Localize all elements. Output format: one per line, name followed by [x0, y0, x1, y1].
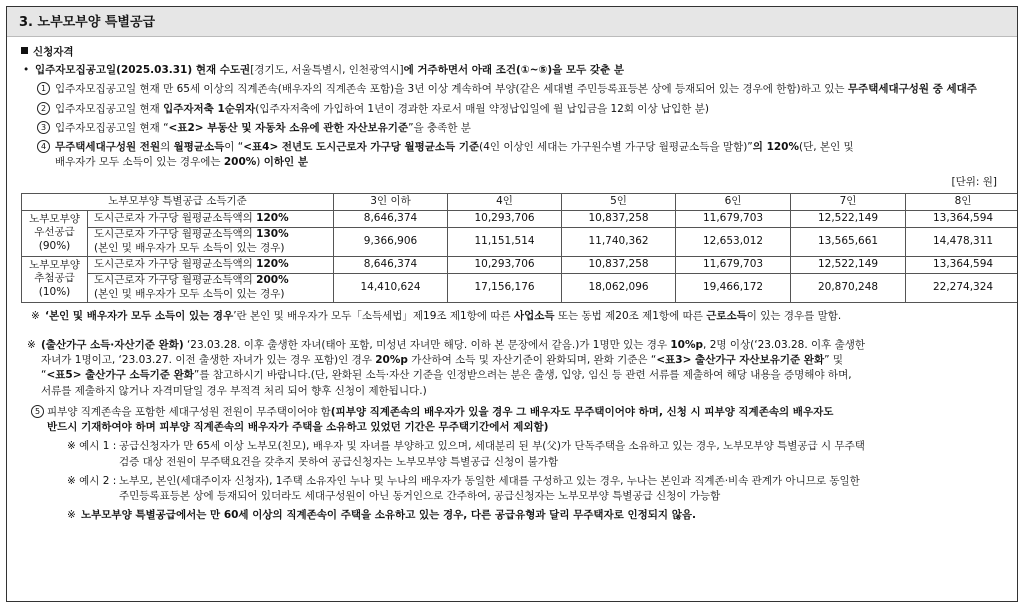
condition-3-text-2: ”을 충족한 분 — [408, 121, 471, 134]
value-cell: 11,679,703 — [676, 256, 791, 273]
document-frame — [6, 6, 1018, 602]
example-1 — [21, 439, 1005, 469]
table-row — [22, 256, 1019, 273]
section-header — [7, 7, 1017, 37]
note-2-text-4: 가산하여 소득 및 자산기준이 완화되며, 완화 기준은 “ — [407, 354, 657, 367]
condition-4 — [21, 140, 1005, 170]
note-2-bold-4: <표3> 출산가구 자산보유기준 완화 — [656, 354, 825, 367]
group-label-priority — [22, 210, 88, 256]
condition-5-bold-2: 반드시 기재하여야 하며 피부양 직계존속의 배우자가 주택을 소유하고 있었던 기간은 무주택기간에서 제외함) — [47, 421, 549, 434]
group-label-line: (90%) — [38, 240, 71, 253]
example-1-text-1: 공급신청자가 만 65세 이상 노부모(친모), 배우자 및 자녀를 부양하고 있으며, 세대분리 된 부(父)가 단독주택을 소유하고 있는 경우, 노부모부양 특별공급 시 무주택 — [119, 440, 865, 453]
value-cell: 11,151,514 — [448, 227, 562, 256]
example-2 — [21, 474, 1005, 504]
value-cell: 19,466,172 — [676, 273, 791, 302]
condition-2-text-2: (입주자저축에 가입하여 1년이 경과한 자로서 매월 약정납입일에 월 납입금을 12회 이상 납입한 분) — [255, 102, 709, 115]
circled-number-icon: 1 — [37, 82, 50, 95]
value-cell: 10,837,258 — [562, 210, 676, 227]
condition-4-text-4: (단, 본인 및 — [799, 141, 854, 154]
group-label-line: (10%) — [38, 286, 71, 299]
circled-number-icon: 5 — [31, 405, 44, 418]
condition-5-text: 피부양 직계존속을 포함한 세대구성원 전원이 무주택이어야 함 — [47, 405, 331, 418]
value-cell: 14,478,311 — [906, 227, 1018, 256]
example-2-text-2: 주민등록표등본 상에 등재되어 있더라도 세대구성원이 아닌 동거인으로 간주하여, 공급신청자는 노부모부양 특별공급 신청이 가능함 — [119, 489, 721, 502]
subsection-heading — [21, 45, 1005, 60]
value-cell: 13,364,594 — [906, 256, 1018, 273]
note-2-bold-1: (출산가구 소득·자산기준 완화) — [41, 338, 184, 351]
header-cell: 7인 — [791, 193, 906, 210]
condition-text: 도시근로자 가구당 월평균소득액의 — [94, 274, 257, 287]
final-note-text: 노부모부양 특별공급에서는 만 60세 이상의 직계존속이 주택을 소유하고 있는 경우, 다른 공급유형과 달리 무주택자로 인정되지 않음. — [81, 509, 696, 522]
condition-3 — [21, 121, 1005, 136]
document-content — [7, 37, 1017, 523]
condition-cell — [88, 227, 334, 256]
condition-4-bold-4: 의 120% — [752, 141, 800, 154]
note-2-text-5: ” 및 — [824, 354, 844, 367]
value-cell: 20,870,248 — [791, 273, 906, 302]
example-1-label: ※ 예시 1 : — [67, 440, 117, 453]
header-cell: 3인 이하 — [334, 193, 448, 210]
group-label-line: 노부모부양 — [29, 258, 80, 271]
condition-3-text: 입주자모집공고일 현재 “ — [55, 121, 169, 134]
group-label-line: 추첨공급 — [34, 272, 75, 285]
condition-pct: 120% — [256, 257, 289, 270]
condition-4-bold-5: 200% — [223, 156, 257, 169]
note-1-bold-3: 근로소득 — [706, 309, 747, 322]
header-cell: 4인 — [448, 193, 562, 210]
value-cell: 12,522,149 — [791, 210, 906, 227]
value-cell: 12,522,149 — [791, 256, 906, 273]
condition-4-text-5: 배우자가 모두 소득이 있는 경우에는 — [55, 156, 224, 169]
value-cell: 10,293,706 — [448, 210, 562, 227]
note-1-bold-1: ‘본인 및 배우자가 모두 소득이 있는 경우 — [45, 309, 234, 322]
condition-cell — [88, 273, 334, 302]
condition-5 — [21, 405, 1005, 435]
value-cell: 11,740,362 — [562, 227, 676, 256]
condition-1-bold: 무주택세대구성원 중 세대주 — [847, 83, 977, 96]
note-2-text-3: 자녀가 1명이고, ‘23.03.27. 이전 출생한 자녀가 있는 경우 포함)인 경우 — [41, 354, 376, 367]
condition-1 — [21, 82, 1005, 97]
condition-2 — [21, 102, 1005, 117]
value-cell: 13,565,661 — [791, 227, 906, 256]
condition-4-text-2: 이 “ — [224, 141, 244, 154]
reference-mark-icon: ※ — [27, 338, 36, 351]
note-2-bold-5: <표5> 출산가구 소득기준 완화 — [46, 369, 194, 382]
subsection-title: 신청자격 — [33, 46, 74, 58]
value-cell: 11,679,703 — [676, 210, 791, 227]
condition-pct: 120% — [256, 211, 289, 224]
value-cell: 12,653,012 — [676, 227, 791, 256]
reference-mark-icon: ※ — [67, 509, 76, 522]
table-row — [22, 210, 1019, 227]
example-1-text-2: 검증 대상 전원이 무주택요건을 갖추지 못하여 공급신청자는 노부모부양 특별공급 신청이 불가함 — [119, 455, 559, 468]
example-2-label: ※ 예시 2 : — [67, 474, 117, 487]
note-2-text-8: 서류를 제출하지 않거나 자격미달일 경우 부적격 처리 되어 향후 신청이 제한됩니다.) — [41, 384, 427, 397]
condition-text: 도시근로자 가구당 월평균소득액의 — [94, 211, 257, 224]
note-2-text-7: ”를 참고하시기 바랍니다.(단, 완화된 소득·자산 기준을 인정받으려는 분은 출생, 입양, 임신 등 관련 서류를 제출하여 해당 내용을 증명해야 하며, — [193, 369, 852, 382]
note-birth-household-relief — [21, 338, 1005, 399]
condition-text: 도시근로자 가구당 월평균소득액의 — [94, 257, 257, 270]
eligibility-intro — [21, 63, 1005, 78]
condition-4-text-3: (4인 이상인 세대는 가구원수별 가구당 월평균소득을 말함)” — [479, 141, 753, 154]
header-cell: 5인 — [562, 193, 676, 210]
condition-4-text-1: 의 — [160, 141, 174, 154]
final-note — [21, 508, 1005, 523]
condition-1-text: 입주자모집공고일 현재 만 65세 이상의 직계존속(배우자의 직계존속 포함)을 3년 이상 계속하여 부양(같은 세대별 주민등록표등본 상에 등재되어 있는 경우에 한함)하고 있는 — [55, 83, 848, 96]
unit-label: [단위: 원] — [951, 175, 997, 188]
note-1-text-3: 이 있는 경우를 말함. — [746, 309, 842, 322]
table-header-row — [22, 193, 1019, 210]
table-row — [22, 227, 1019, 256]
condition-4-bold-6: 이하인 분 — [263, 156, 308, 169]
note-2-text-1: ‘23.03.28. 이후 출생한 자녀(태아 포함, 미성년 자녀만 해당. 이하 본 문장에서 같음.)가 1명만 있는 경우 — [183, 338, 671, 351]
example-2-text-1: 노부모, 본인(세대주이자 신청자), 1주택 소유자인 누나 및 누나의 배우자가 동일한 세대를 구성하고 있는 경우, 누나는 본인과 직계존·비속 관계가 아니므로 동일한 — [119, 474, 860, 487]
condition-2-text: 입주자모집공고일 현재 — [55, 102, 164, 115]
header-cell: 8인 — [906, 193, 1018, 210]
condition-cell — [88, 256, 334, 273]
header-cell-criteria: 노부모부양 특별공급 소득기준 — [22, 193, 334, 210]
condition-4-bold-1: 무주택세대구성원 전원 — [55, 141, 161, 154]
condition-5-bold-1: (피부양 직계존속의 배우자가 있을 경우 그 배우자도 무주택이어야 하며, 신청 시 피부양 직계존속의 배우자도 — [330, 405, 834, 418]
circled-number-icon: 4 — [37, 140, 50, 153]
condition-text: 도시근로자 가구당 월평균소득액의 — [94, 228, 257, 241]
value-cell: 14,410,624 — [334, 273, 448, 302]
value-cell: 22,274,324 — [906, 273, 1018, 302]
condition-3-bold: <표2> 부동산 및 자동차 소유에 관한 자산보유기준 — [168, 121, 409, 134]
square-bullet-icon — [21, 47, 28, 54]
value-cell: 18,062,096 — [562, 273, 676, 302]
value-cell: 10,293,706 — [448, 256, 562, 273]
condition-note: (본인 및 배우자가 모두 소득이 있는 경우) — [94, 241, 285, 254]
condition-pct: 130% — [256, 228, 289, 241]
group-label-line: 우선공급 — [34, 226, 75, 239]
dot-bullet-icon: • — [23, 64, 30, 77]
note-2-bold-2: 10%p — [670, 338, 704, 351]
income-criteria-table — [21, 193, 1018, 303]
condition-pct: 200% — [256, 274, 289, 287]
condition-4-bold-3: <표4> 전년도 도시근로자 가구당 월평균소득 기준 — [243, 141, 480, 154]
value-cell: 17,156,176 — [448, 273, 562, 302]
value-cell: 9,366,906 — [334, 227, 448, 256]
group-label-lottery — [22, 256, 88, 302]
value-cell: 10,837,258 — [562, 256, 676, 273]
circled-number-icon: 3 — [37, 121, 50, 134]
note-1-text-1: ’란 본인 및 배우자가 모두「소득세법」제19조 제1항에 따른 — [233, 309, 514, 322]
intro-region: [경기도, 서울특별시, 인천광역시] — [250, 64, 404, 77]
note-1-bold-2: 사업소득 — [513, 309, 555, 322]
header-cell: 6인 — [676, 193, 791, 210]
note-2-bold-3: 20%p — [375, 354, 408, 367]
reference-mark-icon: ※ — [31, 309, 40, 322]
note-2-text-2: , 2명 이상(‘23.03.28. 이후 출생한 — [703, 338, 866, 351]
condition-4-text-6: ) — [256, 156, 264, 169]
condition-note: (본인 및 배우자가 모두 소득이 있는 경우) — [94, 287, 285, 300]
intro-bold-1: 입주자모집공고일(2025.03.31) 현재 수도권 — [35, 64, 251, 77]
group-label-line: 노부모부양 — [29, 212, 80, 225]
value-cell: 8,646,374 — [334, 210, 448, 227]
section-title: 3. 노부모부양 특별공급 — [19, 15, 156, 30]
note-1-text-2: 또는 동법 제20조 제1항에 따른 — [554, 309, 707, 322]
table-row — [22, 273, 1019, 302]
condition-2-bold: 입주자저축 1순위자 — [163, 102, 256, 115]
circled-number-icon: 2 — [37, 102, 50, 115]
condition-4-bold-2: 월평균소득 — [173, 141, 225, 154]
value-cell: 13,364,594 — [906, 210, 1018, 227]
condition-cell — [88, 210, 334, 227]
intro-bold-2: 에 거주하면서 아래 조건(①~⑤)을 모두 갖춘 분 — [403, 64, 625, 77]
value-cell: 8,646,374 — [334, 256, 448, 273]
note-2-text-6: “ — [41, 369, 47, 382]
note-income-definition — [21, 309, 1005, 324]
